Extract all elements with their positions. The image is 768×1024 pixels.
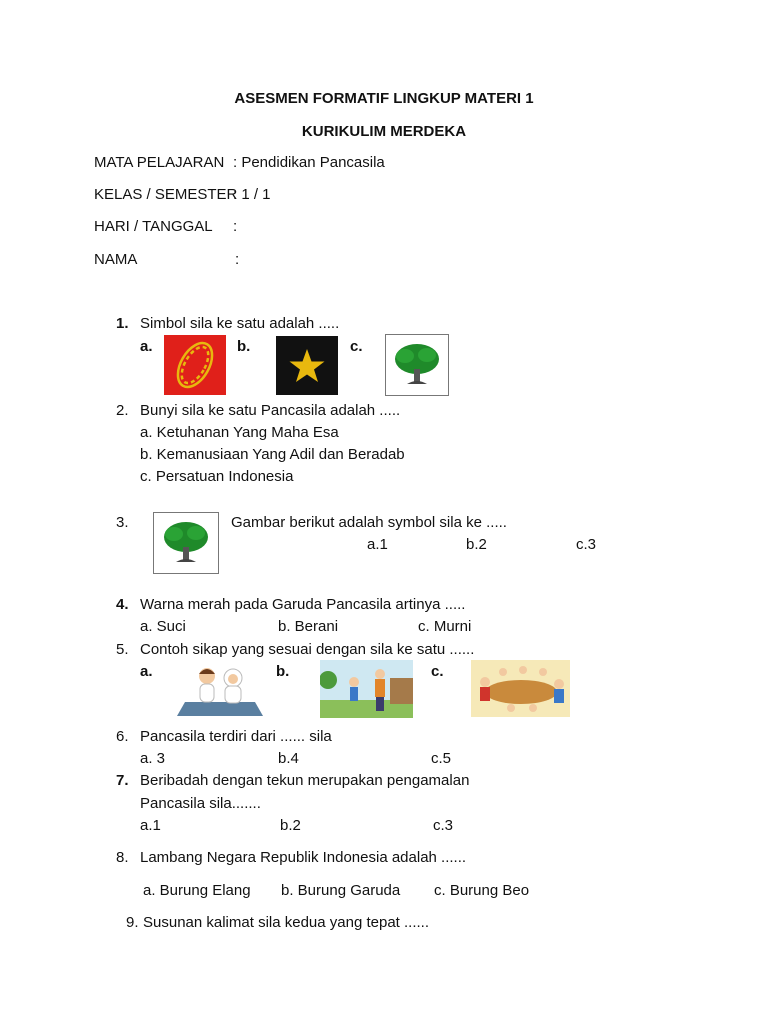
star-icon <box>276 336 338 395</box>
question-8-number: 8. <box>116 849 129 866</box>
date-label: HARI / TANGGAL <box>94 218 213 235</box>
chain-icon <box>164 335 226 395</box>
date-value: : <box>233 218 238 235</box>
question-8-text: Lambang Negara Republik Indonesia adalah ...... <box>140 849 467 866</box>
question-3-option-c: c.3 <box>576 536 597 553</box>
name-label: NAMA <box>94 251 138 268</box>
question-6-option-c: c.5 <box>431 750 452 767</box>
question-2-text: Bunyi sila ke satu Pancasila adalah ..... <box>140 402 401 419</box>
question-1-number: 1. <box>116 315 129 332</box>
question-7-text: Beribadah dengan tekun merupakan pengamalan <box>140 772 470 789</box>
question-6-option-b: b.4 <box>278 750 299 767</box>
question-8-option-a: a. Burung Elang <box>143 882 251 899</box>
question-2-option-c: c. Persatuan Indonesia <box>140 468 294 485</box>
question-5-number: 5. <box>116 641 129 658</box>
question-1-option-a: a. <box>140 338 153 355</box>
question-6-option-a: a. 3 <box>140 750 166 767</box>
page-subtitle: KURIKULIM MERDEKA <box>301 123 467 140</box>
class-label: KELAS / SEMESTER <box>94 186 238 203</box>
subject-label: MATA PELAJARAN <box>94 154 225 171</box>
question-5-option-a: a. <box>140 663 153 680</box>
question-5-option-c: c. <box>431 663 444 680</box>
question-4-number: 4. <box>116 596 129 613</box>
class-value: : 1 / 1 <box>233 186 271 203</box>
question-8-option-b: b. Burung Garuda <box>281 882 401 899</box>
question-7-number: 7. <box>116 772 129 789</box>
banyan-tree-icon <box>385 334 449 396</box>
question-4-option-a: a. Suci <box>140 618 186 635</box>
question-6-text: Pancasila terdiri dari ...... sila <box>140 728 332 745</box>
question-2-option-b: b. Kemanusiaan Yang Adil dan Beradab <box>140 446 405 463</box>
question-4-option-b: b. Berani <box>278 618 339 635</box>
question-9-text: Susunan kalimat sila kedua yang tepat ...... <box>143 914 430 931</box>
question-7-option-a: a.1 <box>140 817 161 834</box>
question-7-text-continued: Pancasila sila....... <box>140 795 261 812</box>
question-7-option-c: c.3 <box>433 817 454 834</box>
question-5-text: Contoh sikap yang sesuai dengan sila ke satu ...... <box>140 641 475 658</box>
question-3-option-a: a.1 <box>367 536 388 553</box>
children-meeting-picture <box>471 660 570 717</box>
question-4-text: Warna merah pada Garuda Pancasila artinya ..... <box>140 596 466 613</box>
children-outdoor-picture <box>320 660 413 718</box>
question-1-option-c: c. <box>350 338 363 355</box>
question-3-number: 3. <box>116 514 129 531</box>
question-1-option-b: b. <box>237 338 251 355</box>
question-6-number: 6. <box>116 728 129 745</box>
question-9-number: 9. <box>126 914 139 931</box>
question-4-option-c: c. Murni <box>418 618 472 635</box>
question-1-text: Simbol sila ke satu adalah ..... <box>140 315 340 332</box>
question-2-option-a: a. Ketuhanan Yang Maha Esa <box>140 424 339 441</box>
banyan-tree-icon <box>153 512 219 574</box>
question-5-option-b: b. <box>276 663 290 680</box>
name-value: : <box>235 251 240 268</box>
question-7-option-b: b.2 <box>280 817 301 834</box>
question-2-number: 2. <box>116 402 129 419</box>
question-3-option-b: b.2 <box>466 536 487 553</box>
question-8-option-c: c. Burung Beo <box>434 882 530 899</box>
question-3-text: Gambar berikut adalah symbol sila ke ..... <box>231 514 507 531</box>
praying-children-picture <box>175 660 265 718</box>
subject-value: : Pendidikan Pancasila <box>233 154 385 171</box>
page-title: ASESMEN FORMATIF LINGKUP MATERI 1 <box>234 90 534 107</box>
